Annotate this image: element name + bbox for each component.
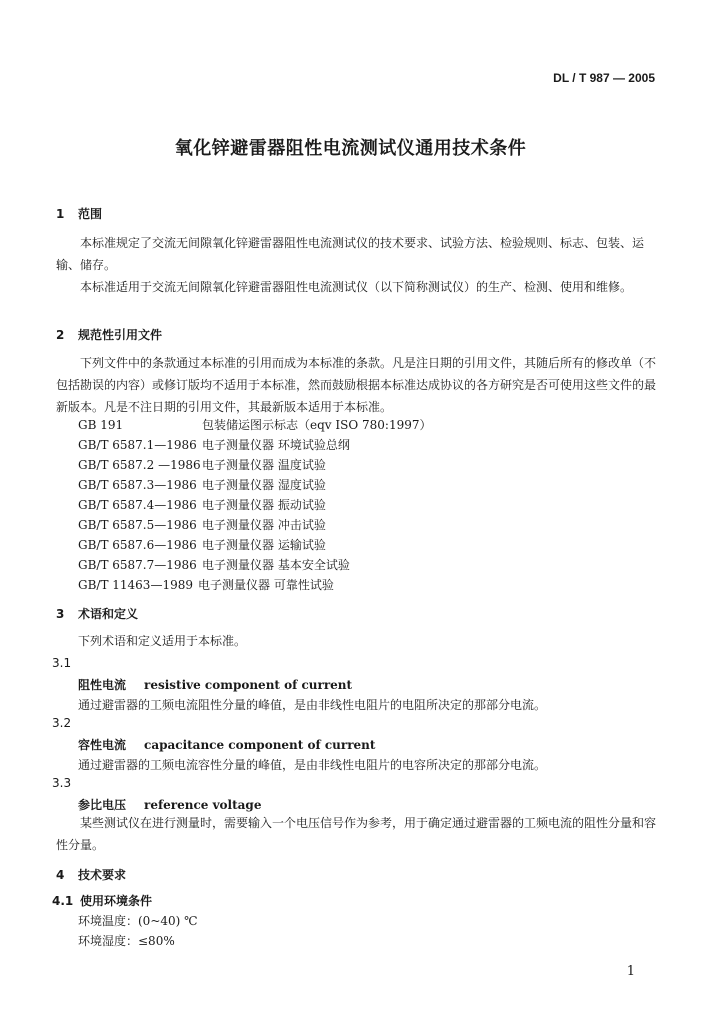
term-number: 3.3 [52,776,72,790]
reference-code: GB/T 6587.5—1986 [78,518,197,532]
reference-title: 电子测量仪器 基本安全试验 [202,558,350,572]
section-1-paragraph-1: 本标准规定了交流无间隙氧化锌避雷器阻性电流测试仪的技术要求、试验方法、检验规则、标志、包装、运输、储存。 [56,236,645,272]
reference-code: GB/T 6587.6—1986 [78,538,197,552]
term-zh: 阻性电流 [78,678,127,692]
reference-title: 电子测量仪器 湿度试验 [202,478,326,492]
section-1-heading [56,205,102,222]
term-en: resistive component of current [144,678,353,692]
reference-item [78,556,350,573]
reference-item [78,416,431,433]
section-1-paragraph-2: 本标准适用于交流无间隙氧化锌避雷器阻性电流测试仪（以下简称测试仪）的生产、检测、使用和维修。 [80,280,633,294]
subsection-4-1-heading [52,892,152,909]
reference-item [78,496,326,513]
section-title: 技术要求 [78,868,127,882]
term-heading [78,676,352,693]
term-zh: 参比电压 [78,798,127,812]
reference-title: 电子测量仪器 运输试验 [202,538,326,552]
environment-temperature: 环境温度：(0~40) ℃ [78,914,198,928]
term-en: capacitance component of current [144,738,376,752]
reference-item [78,516,326,533]
term-number: 3.2 [52,716,72,730]
section-title: 规范性引用文件 [78,328,163,342]
reference-title: 电子测量仪器 环境试验总纲 [202,438,350,452]
page-number: 1 [626,964,635,979]
reference-code: GB/T 6587.2 —1986 [78,458,201,472]
reference-item [78,456,326,473]
reference-title: 包装储运图示标志（eqv ISO 780:1997） [202,418,432,432]
section-number: 2 [56,328,65,342]
section-3-intro: 下列术语和定义适用于本标准。 [78,634,247,648]
environment-humidity: 环境湿度：≤80% [78,934,175,948]
term-definition: 通过避雷器的工频电流容性分量的峰值，是由非线性电阻片的电容所决定的那部分电流。 [78,758,547,772]
subsection-title: 使用环境条件 [80,894,153,908]
section-number: 3 [56,607,65,621]
reference-code: GB 191 [78,418,124,432]
document-title: 氧化锌避雷器阻性电流测试仪通用技术条件 [174,138,527,159]
reference-item [78,576,334,593]
section-2-heading [56,326,162,343]
term-en: reference voltage [144,798,262,812]
section-title: 范围 [78,207,103,221]
section-4-heading [56,866,126,883]
standard-number: DL / T 987 — 2005 [553,71,655,85]
reference-title: 电子测量仪器 冲击试验 [202,518,326,532]
reference-item [78,436,350,453]
term-zh: 容性电流 [78,738,127,752]
reference-code: GB/T 6587.1—1986 [78,438,197,452]
subsection-number: 4.1 [52,894,74,908]
section-2-paragraph: 下列文件中的条款通过本标准的引用而成为本标准的条款。凡是注日期的引用文件，其随后所有的修改单（不包括勘误的内容）或修订版均不适用于本标准，然而鼓励根据本标准达成协议的各方研究是否可使用这些文件的最新版本。凡是不注日期的引用文件，其最新版本适用于本标准。 [56,356,657,414]
reference-code: GB/T 6587.4—1986 [78,498,197,512]
section-3-heading [56,605,138,622]
term-heading [78,736,375,753]
reference-item [78,476,326,493]
section-number: 4 [56,868,65,882]
term-definition: 某些测试仪在进行测量时，需要输入一个电压信号作为参考，用于确定通过避雷器的工频电流的阻性分量和容性分量。 [56,816,657,852]
term-number: 3.1 [52,656,72,670]
reference-code: GB/T 6587.7—1986 [78,558,197,572]
term-heading [78,796,261,813]
reference-title: 电子测量仪器 可靠性试验 [198,578,334,592]
reference-item [78,536,326,553]
reference-code: GB/T 11463—1989 [78,578,193,592]
reference-code: GB/T 6587.3—1986 [78,478,197,492]
term-definition: 通过避雷器的工频电流阻性分量的峰值，是由非线性电阻片的电阻所决定的那部分电流。 [78,698,547,712]
reference-title: 电子测量仪器 振动试验 [202,498,326,512]
reference-title: 电子测量仪器 温度试验 [202,458,326,472]
section-number: 1 [56,207,65,221]
section-title: 术语和定义 [78,607,139,621]
